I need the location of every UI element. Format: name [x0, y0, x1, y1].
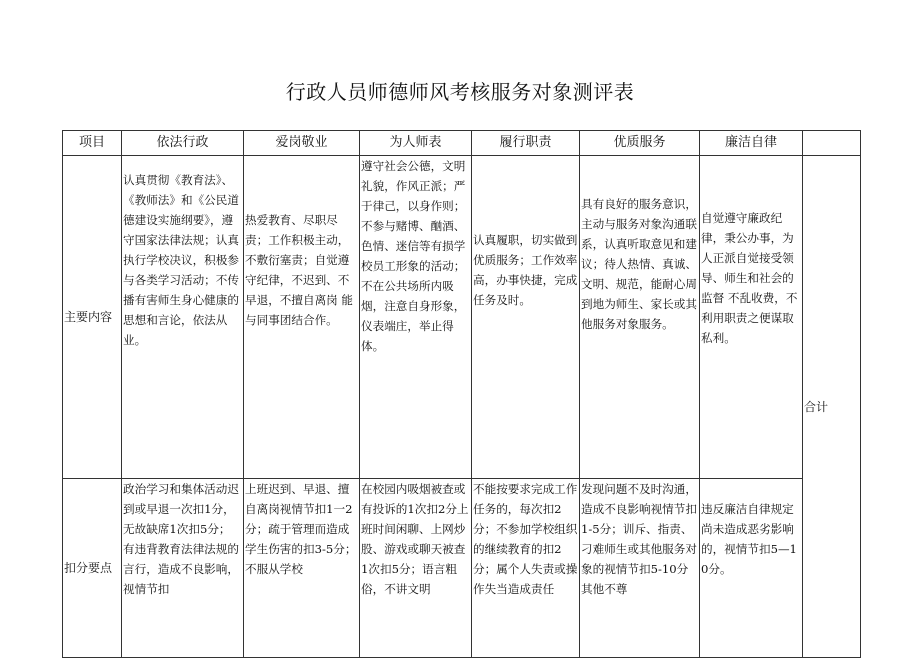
cell-content-law: 认真贯彻《教育法》、《教师法》和《公民道德建设实施纲要》，遵守国家法律法规；认真执行学校决议，积极参与各类学习活动；不传播有害师生身心健康的思想和言论，依法从业。 — [122, 156, 244, 479]
cell-content-dedication: 热爱教育、尽职尽责；工作积极主动，不敷衍塞责；自觉遵守纪律，不迟到、不早退，不擅自离岗 能与同事团结合作。 — [244, 156, 360, 479]
evaluation-table — [62, 130, 861, 658]
cell-deduction-law: 政治学习和集体活动迟到或早退一次扣1分，无故缺席1次扣5分；有违背教育法律法规的言行，造成不良影响，视情节扣 — [122, 479, 244, 658]
header-law: 依法行政 — [122, 131, 244, 156]
total-cell: 合计 — [803, 156, 861, 658]
cell-content-duty: 认真履职，切实做到优质服务；工作效率高，办事快捷，完成任务及时。 — [472, 156, 580, 479]
header-service: 优质服务 — [580, 131, 700, 156]
row-label-content: 主要内容 — [63, 156, 122, 479]
table-row-content — [63, 156, 861, 479]
cell-content-role-model: 遵守社会公德，文明礼貌，作风正派；严于律己，以身作则；不参与赌博、酗酒、色情、迷信等有损学校员工形象的活动；不在公共场所内吸烟，注意自身形象，仪表端庄，举止得体。 — [360, 156, 472, 479]
cell-content-service: 具有良好的服务意识，主动与服务对象沟通联系，认真听取意见和建议；待人热情、真诚、文明、规范，能耐心周到地为师生、家长或其他服务对象服务。 — [580, 156, 700, 479]
cell-deduction-dedication: 上班迟到、早退、擅自离岗视情节扣1一2分；疏于管理而造成学生伤害的扣3-5分；不服从学校 — [244, 479, 360, 658]
header-item: 项目 — [63, 131, 122, 156]
header-dedication: 爱岗敬业 — [244, 131, 360, 156]
header-duty: 履行职责 — [472, 131, 580, 156]
header-integrity: 廉洁自律 — [700, 131, 803, 156]
cell-deduction-integrity: 违反廉洁自律规定尚未造成恶劣影响的，视情节扣5—10分。 — [700, 479, 803, 658]
header-role-model: 为人师表 — [360, 131, 472, 156]
page-title: 行政人员师德师风考核服务对象测评表 — [285, 80, 635, 104]
header-row — [63, 131, 861, 156]
cell-deduction-duty: 不能按要求完成工作任务的，每次扣2分；不参加学校组织的继续教育的扣2分；属个人失责或操作失当造成责任 — [472, 479, 580, 658]
cell-content-integrity: 自觉遵守廉政纪律，秉公办事，为人正派自觉接受领导、师生和社会的监督 不乱收费，不利用职责之便谋取私利。 — [700, 156, 803, 479]
table-row-deduction — [63, 479, 861, 658]
cell-deduction-role-model: 在校园内吸烟被查或有投诉的1次扣2分上班时间闲聊、上网炒股、游戏或聊天被查1次扣5分；语言粗俗，不讲文明 — [360, 479, 472, 658]
header-blank — [803, 131, 861, 156]
cell-deduction-service: 发现问题不及时沟通，造成不良影响视情节扣1-5分；训斥、指责、刁难师生或其他服务对象的视情节扣5-10分 其他不尊 — [580, 479, 700, 658]
row-label-deduction: 扣分要点 — [63, 479, 122, 658]
